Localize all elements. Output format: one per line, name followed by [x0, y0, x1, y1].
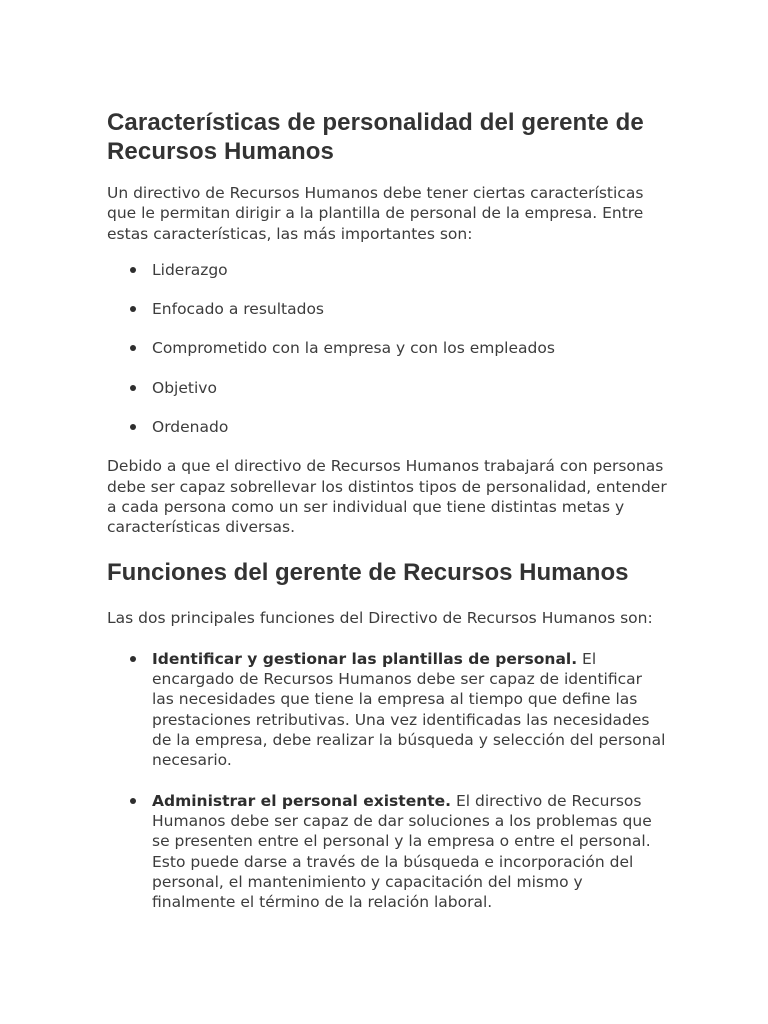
- trait-label: Comprometido con la empresa y con los empleados: [152, 339, 555, 358]
- bullet-icon: [130, 424, 136, 430]
- trait-label: Liderazgo: [152, 260, 228, 279]
- list-item: [107, 417, 667, 437]
- function-lead: Administrar el personal existente.: [152, 791, 452, 810]
- bullet-icon: [130, 656, 136, 662]
- list-item: [107, 378, 667, 398]
- list-item: [107, 260, 667, 280]
- section-title-functions: Funciones del gerente de Recursos Humanos: [107, 558, 629, 586]
- traits-list: [107, 260, 667, 437]
- trait-label: Objetivo: [152, 378, 217, 397]
- characteristics-intro: Un directivo de Recursos Humanos debe tener ciertas características que le permitan dirigir a la plantilla de personal de la empresa. Entre estas características, las más importantes son:: [107, 184, 644, 243]
- trait-label: Enfocado a resultados: [152, 300, 324, 319]
- list-item: [107, 299, 667, 319]
- bullet-icon: [130, 345, 136, 351]
- characteristics-closing: Debido a que el directivo de Recursos Humanos trabajará con personas debe ser capaz sobrellevar los distintos tipos de personalidad, entender a cada persona como un ser individual que tiene distintas metas y características diversas.: [107, 457, 667, 537]
- functions-intro: Las dos principales funciones del Directivo de Recursos Humanos son:: [107, 608, 653, 627]
- bullet-icon: [130, 798, 136, 804]
- list-item: [107, 791, 667, 913]
- bullet-icon: [130, 306, 136, 312]
- trait-label: Ordenado: [152, 418, 229, 437]
- document-page: [107, 108, 667, 932]
- function-lead: Identificar y gestionar las plantillas de personal.: [152, 649, 578, 668]
- functions-list: [107, 649, 667, 913]
- list-item: [107, 649, 667, 771]
- section-title-characteristics: Características de personalidad del gerente de Recursos Humanos: [107, 109, 644, 165]
- bullet-icon: [130, 385, 136, 391]
- bullet-icon: [130, 267, 136, 273]
- function-description: El directivo de Recursos Humanos debe ser capaz de dar soluciones a los problemas que se presenten entre el personal y la empresa o entre el personal. Esto puede darse a través de la búsqueda e incorporación del personal, el mantenimiento y capacitación del mismo y finalmente el término de la relación laboral.: [152, 791, 652, 912]
- list-item: [107, 338, 667, 358]
- function-description: El encargado de Recursos Humanos debe ser capaz de identificar las necesidades que tiene la empresa al tiempo que define las prestaciones retributivas. Una vez identificadas las necesidades de la empresa, debe realizar la búsqueda y selección del personal necesario.: [152, 649, 666, 770]
